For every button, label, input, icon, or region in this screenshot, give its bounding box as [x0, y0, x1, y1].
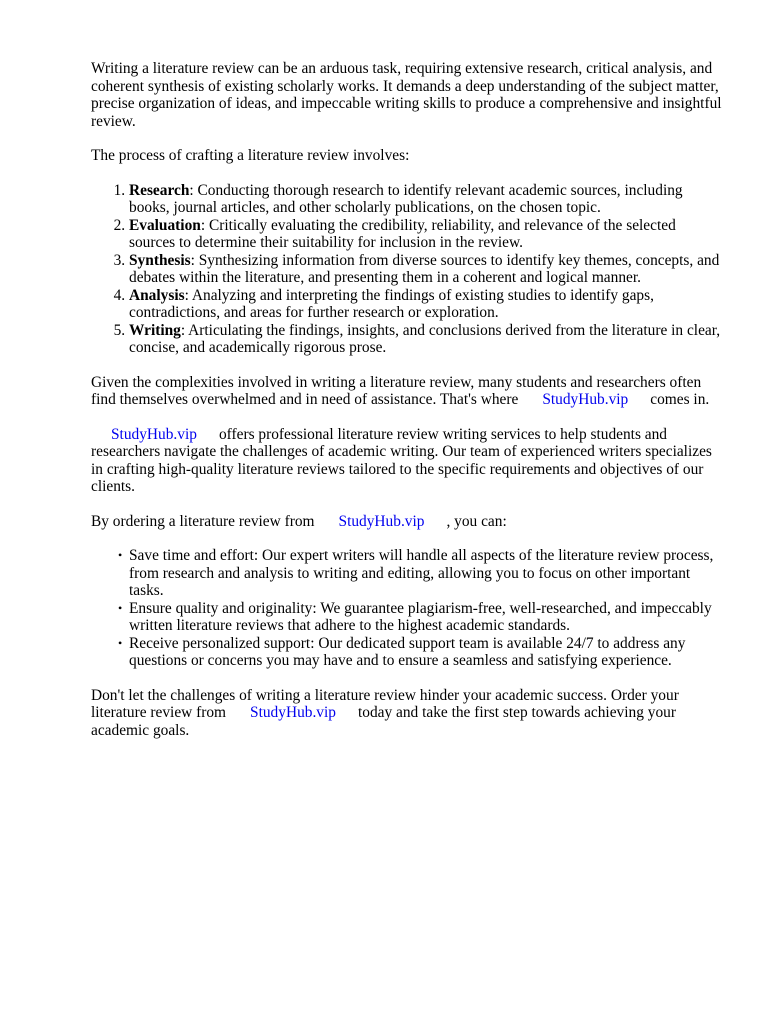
studyhub-link[interactable]: StudyHub.vip	[250, 704, 336, 721]
offer-text: offers professional literature review writing services to help students and researchers navigate the challenges of academic writing. Our team of experienced writers specializes in crafting high-quality literature reviews tailored to the specific requirements and objectives of our clients.	[91, 425, 712, 495]
step-text: : Synthesizing information from diverse sources to identify key themes, concepts, and debates within the literature, and presenting them in a coherent and logical manner.	[129, 251, 720, 286]
benefit-text: Ensure quality and originality: We guarantee plagiarism-free, well-researched, and impeccably written literature reviews that adhere to the highest academic standards.	[129, 599, 712, 634]
intro-paragraph: Writing a literature review can be an arduous task, requiring extensive research, critical analysis, and coherent synthesis of existing scholarly works. It demands a deep understanding of the subject matter, precise organization of ideas, and impeccable writing skills to produce a comprehensive and insightful review.	[91, 60, 722, 130]
list-item	[129, 252, 723, 287]
step-text: : Critically evaluating the credibility, reliability, and relevance of the selected sources to determine their suitability for inclusion in the review.	[129, 216, 676, 251]
step-term: Research	[129, 181, 190, 199]
studyhub-link[interactable]: StudyHub.vip	[111, 425, 197, 443]
list-item	[129, 217, 723, 252]
list-item	[129, 287, 723, 322]
list-item	[129, 322, 723, 357]
benefit-text: Save time and effort: Our expert writers will handle all aspects of the literature review process, from research and analysis to writing and editing, allowing you to focus on other important tasks.	[129, 547, 714, 599]
process-heading: The process of crafting a literature review involves:	[91, 147, 410, 164]
step-term: Analysis	[129, 286, 185, 304]
step-term: Writing	[129, 321, 181, 339]
step-text: : Analyzing and interpreting the findings of existing studies to identify gaps, contradictions, and areas for further research or exploration.	[129, 286, 654, 321]
ordering-paragraph	[91, 513, 723, 531]
step-term: Synthesis	[129, 251, 191, 269]
list-item	[129, 182, 723, 217]
list-item	[118, 547, 723, 600]
step-text: : Articulating the findings, insights, and conclusions derived from the literature in clear, concise, and academically rigorous prose.	[129, 321, 721, 356]
closing-start: Don't let the challenges of writing a literature review hinder your academic success. Order your literature review from	[91, 686, 679, 721]
complexity-text: Given the complexities involved in writing a literature review, many students and researchers often find themselves overwhelmed and in need of assistance. That's where	[91, 373, 702, 408]
studyhub-link[interactable]: StudyHub.vip	[338, 512, 425, 530]
benefit-text: Receive personalized support: Our dedicated support team is available 24/7 to address any questions or concerns you may have and to ensure a seamless and satisfying experience.	[129, 634, 686, 669]
studyhub-link[interactable]: StudyHub.vip	[542, 391, 629, 408]
process-steps-list	[91, 182, 723, 357]
bullet-icon: •	[118, 600, 123, 615]
step-text: : Conducting thorough research to identify relevant academic sources, including books, journal articles, and other scholarly publications, on the chosen topic.	[129, 181, 683, 216]
bullet-icon: •	[118, 635, 123, 650]
document-page	[91, 60, 723, 756]
closing-paragraph	[91, 687, 723, 740]
bullet-icon: •	[118, 548, 123, 562]
offer-paragraph	[91, 426, 723, 496]
complexity-paragraph	[91, 374, 723, 409]
benefits-list	[91, 547, 723, 670]
step-term: Evaluation	[129, 216, 201, 234]
closing-end: today and take the first step towards achieving your academic goals.	[91, 704, 676, 739]
complexity-end: comes in.	[650, 391, 710, 408]
list-item	[118, 634, 723, 670]
list-item	[118, 599, 723, 635]
ordering-start: By ordering a literature review from	[91, 512, 315, 530]
ordering-end: , you can:	[446, 512, 507, 530]
